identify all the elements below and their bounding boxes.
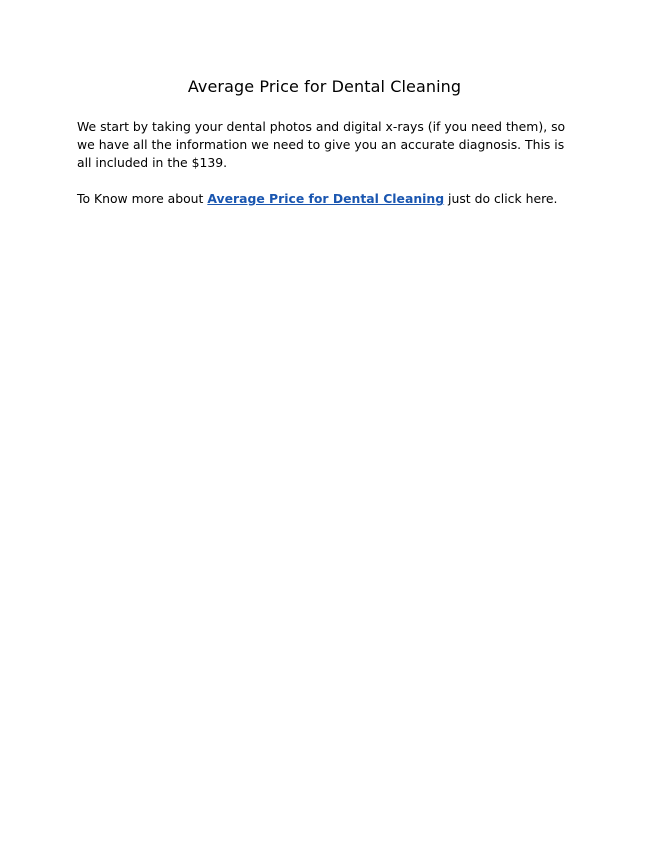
dental-cleaning-price-link[interactable]: Average Price for Dental Cleaning — [207, 191, 445, 206]
page-title: Average Price for Dental Cleaning — [187, 77, 462, 96]
intro-paragraph: We start by taking your dental photos and digital x-rays (if you need them), so we have all the information we need to give you an accurate diagnosis. This is all included in the $139. — [77, 119, 566, 170]
more-info-suffix: just do click here. — [444, 191, 558, 206]
more-info-prefix: To Know more about — [77, 191, 208, 206]
more-info-paragraph — [77, 190, 572, 208]
